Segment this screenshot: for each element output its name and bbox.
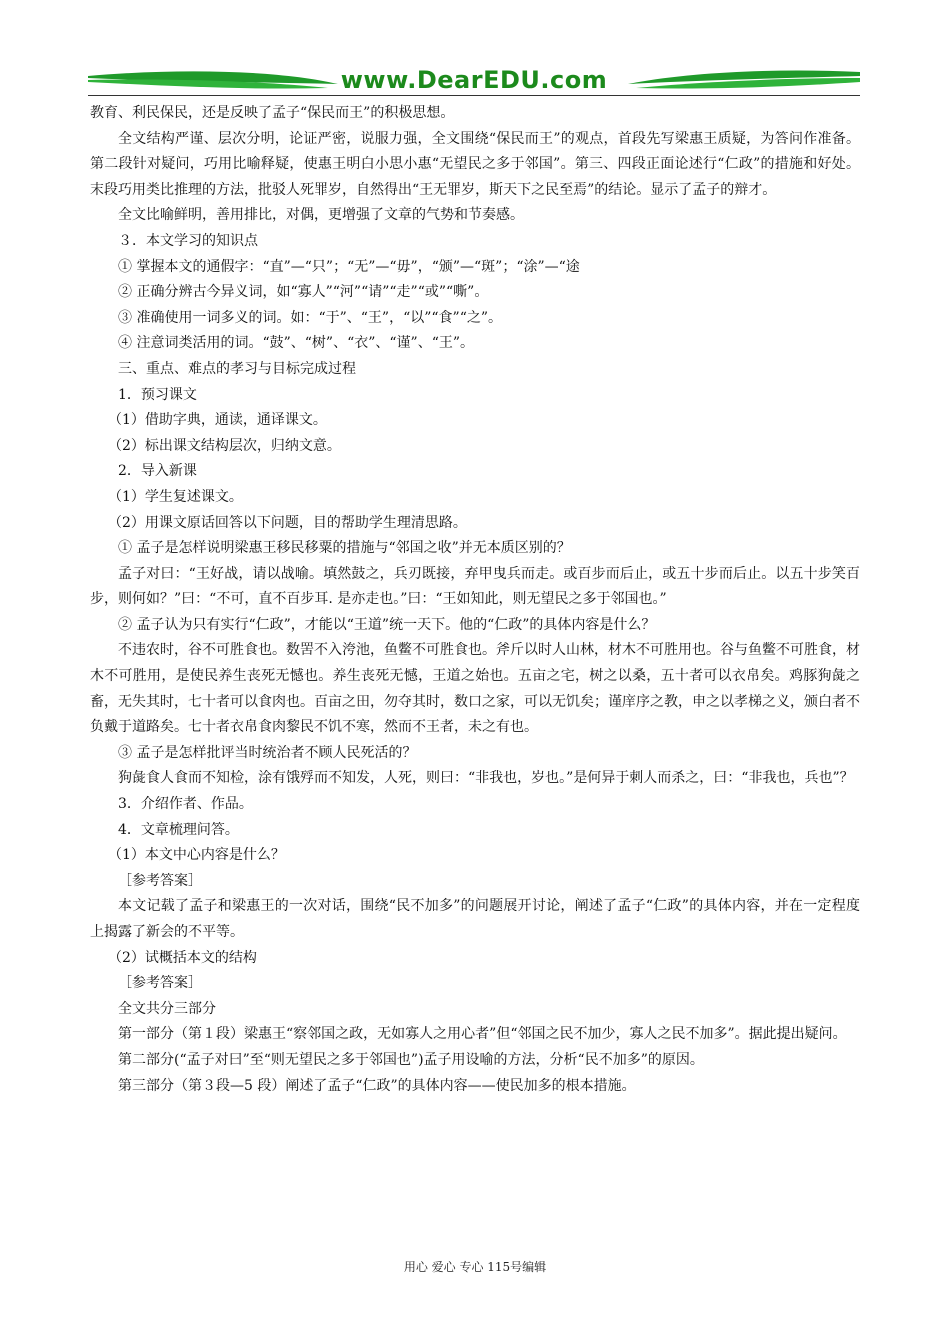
site-logo[interactable]: www.DearEDU.com: [340, 66, 608, 94]
document-body: [90, 101, 860, 1099]
paragraph: 全文共分三部分: [118, 1000, 216, 1017]
paragraph: 全文结构严谨、层次分明，论证严密，说服力强，全文围绕“保民而王”的观点，首段先写梁惠王质疑，为答问作准备。第二段针对疑问，巧用比喻释疑，使惠王明白小思小惠“无望民之多于邻国”。第三、四段正面论述行“仁政”的措施和好处。末段巧用类比推理的方法，批驳人死罪岁，自然得出“王无罪岁，斯天下之民至焉”的结论。显示了孟子的辩才。: [90, 130, 860, 198]
paragraph: 全文比喻鲜明，善用排比，对偶，更增强了文章的气势和节奏感。: [118, 207, 524, 224]
paragraph: 三、重点、难点的孝习与目标完成过程: [118, 360, 356, 377]
paragraph: （1）本文中心内容是什么？: [108, 847, 285, 864]
paragraph: ［参考答案］: [118, 975, 202, 992]
paragraph: ③ 准确使用一词多义的词。如：“于”、“王”，“以”“食”“之”。: [118, 309, 503, 326]
paragraph: ② 正确分辨古今异义词，如“寡人”“河”“请”“走”“或”“嘶”。: [118, 284, 489, 301]
paragraph: ④ 注意词类活用的词。“鼓”、“树”、“衣”、“谨”、“王”。: [118, 335, 475, 352]
paragraph: 4．文章梳理问答。: [118, 821, 239, 838]
header-rule: [88, 95, 860, 96]
paragraph: （2）试概括本文的结构: [108, 949, 257, 966]
paragraph: 3．介绍作者、作品。: [118, 796, 253, 813]
paragraph: ② 孟子认为只有实行“仁政”，才能以“王道”统一天下。他的“仁政”的具体内容是什么？: [118, 616, 656, 633]
paragraph: 狗彘食人食而不知检，涂有饿殍而不知发，人死，则曰：“非我也，岁也。”是何异于刺人而杀之，曰：“非我也，兵也”？: [118, 770, 854, 787]
paragraph: 第一部分（第１段）梁惠王“察邻国之政，无如寡人之用心者”但“邻国之民不加少，寡人之民不加多”。据此提出疑问。: [118, 1026, 847, 1043]
paragraph: 孟子对曰：“王好战，请以战喻。填然鼓之，兵刃既接，弃甲曳兵而走。或百步而后止，或五十步而后止。以五十步笑百步，则何如？”曰：“不可，直不百步耳. 是亦走也。”曰：“王如知此，则无望民之多于邻国也。”: [90, 565, 860, 608]
paragraph: （2）用课文原话回答以下问题，目的帮助学生理清思路。: [108, 514, 467, 531]
paragraph: 第二部分(“孟子对曰”至“则无望民之多于邻国也”)孟子用设喻的方法，分析“民不加多”的原因。: [118, 1051, 704, 1068]
paragraph: 第三部分（第３段—5 段）阐述了孟子“仁政”的具体内容——使民加多的根本措施。: [118, 1077, 636, 1094]
paragraph: 1．预习课文: [118, 386, 197, 403]
paragraph: （1）学生复述课文。: [108, 488, 243, 505]
paragraph: ３．本文学习的知识点: [118, 232, 258, 249]
paragraph: 不违农时，谷不可胜食也。数罟不入洿池，鱼鳖不可胜食也。斧斤以时人山林，材木不可胜用也。谷与鱼鳖不可胜食，材木不可胜用，是使民养生丧死无憾也。养生丧死无憾，王道之始也。五亩之宅，树之以桑，五十者可以衣帛矣。鸡豚狗彘之畜，无失其时，七十者可以食肉也。百亩之田，勿夺其时，数口之家，可以无饥矣；谨庠序之教，申之以孝梯之义，颁白者不负戴于道路矣。七十者衣帛食肉黎民不饥不寒，然而不王者，未之有也。: [90, 642, 860, 736]
paragraph: ③ 孟子是怎样批评当时统治者不顾人民死活的？: [118, 744, 417, 761]
paragraph: 教育、利民保民，还是反映了孟子“保民而王”的积极思想。: [90, 105, 455, 121]
page-header: [88, 64, 860, 98]
paragraph: ① 孟子是怎样说明梁惠王移民移粟的措施与“邻国之收”并无本质区别的？: [118, 540, 571, 557]
paragraph: （2）标出课文结构层次，归纳文意。: [108, 437, 341, 454]
page-footer: 用心 爱心 专心 115号编辑: [403, 1260, 547, 1274]
paragraph: ① 掌握本文的通假字：“直”—“只”；“无”—“毋”，“颁”—“斑”；“涂”—“途: [118, 258, 580, 275]
paragraph: 2．导入新课: [118, 463, 197, 480]
paragraph: ［参考答案］: [118, 872, 202, 889]
paragraph: 本文记载了孟子和梁惠王的一次对话，围绕“民不加多”的问题展开讨论，阐述了孟子“仁政”的具体内容，并在一定程度上揭露了新会的不平等。: [90, 898, 860, 940]
paragraph: （1）借助字典，通读，通译课文。: [108, 412, 327, 429]
